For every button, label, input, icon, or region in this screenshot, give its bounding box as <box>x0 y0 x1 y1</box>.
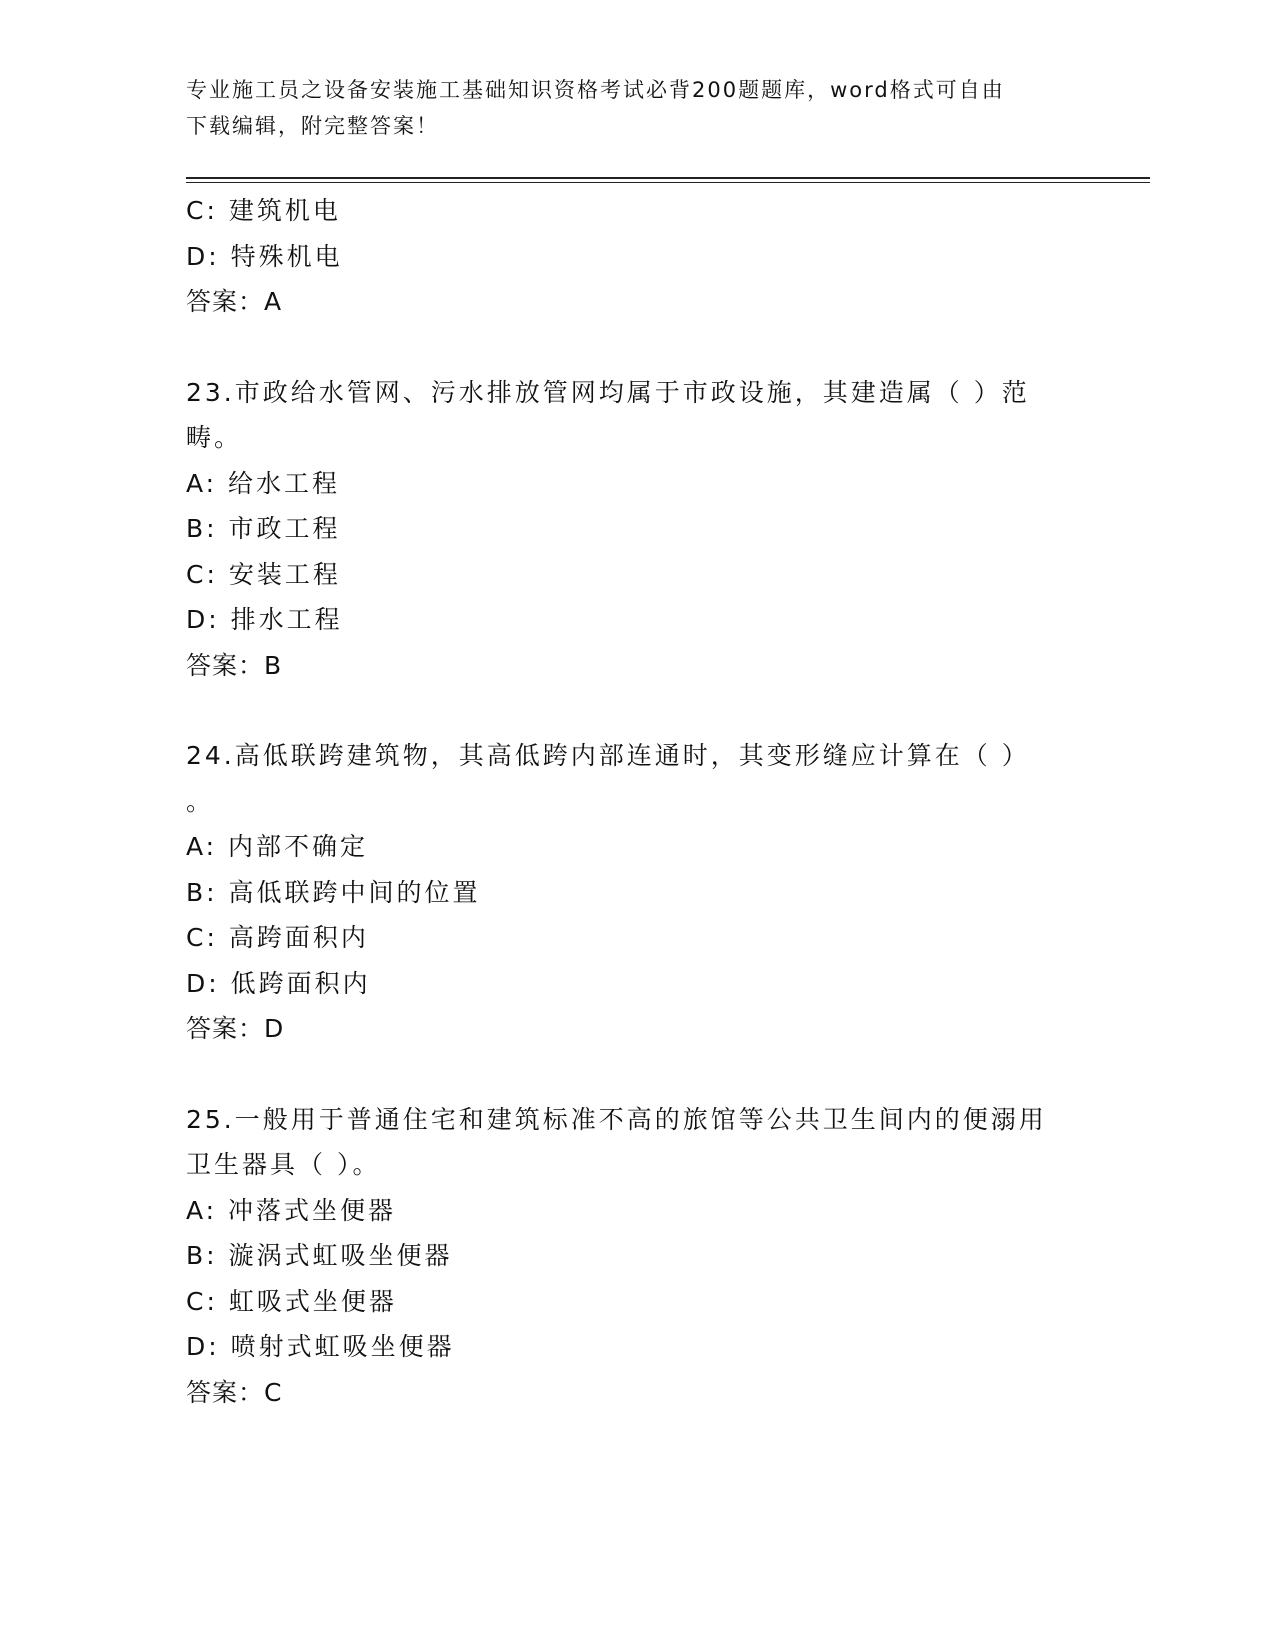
question-text-line-1: 23.市政给水管网、污水排放管网均属于市政设施，其建造属（ ）范 <box>186 377 1030 407</box>
option-a: A: 冲落式坐便器 <box>186 1195 397 1225</box>
option-c: C: 安装工程 <box>186 559 341 589</box>
question-text-line-2: 。 <box>186 786 215 816</box>
option-b: B: 高低联跨中间的位置 <box>186 877 481 907</box>
spacer <box>186 1052 1086 1097</box>
answer-line: 答案：D <box>186 1014 285 1043</box>
option-a: A: 内部不确定 <box>186 832 369 861</box>
spacer <box>186 325 1086 370</box>
header-rule-thick <box>186 177 1150 179</box>
answer-line: 答案：A <box>186 287 283 316</box>
option-b: B: 市政工程 <box>186 514 341 543</box>
question-text-line-1: 24.高低联跨建筑物，其高低跨内部连通时，其变形缝应计算在（ ） <box>186 741 1030 770</box>
option-c: C: 高跨面积内 <box>186 923 369 952</box>
answer-line: 答案：B <box>186 650 283 680</box>
option-d: D: 特殊机电 <box>186 241 343 271</box>
option-c: C: 虹吸式坐便器 <box>186 1286 397 1316</box>
option-d: D: 喷射式虹吸坐便器 <box>186 1332 455 1361</box>
header-line-1: 专业施工员之设备安装施工基础知识资格考试必背200题题库，word格式可自由 <box>186 78 1005 102</box>
spacer <box>186 688 1086 733</box>
question-block-22-continued <box>186 188 1086 325</box>
question-text-line-2: 畴。 <box>186 423 243 452</box>
answer-line: 答案：C <box>186 1377 283 1407</box>
question-text-line-1: 25.一般用于普通住宅和建筑标准不高的旅馆等公共卫生间内的便溺用 <box>186 1104 1047 1134</box>
question-block-25 <box>186 1097 1086 1416</box>
option-d: D: 低跨面积内 <box>186 968 371 998</box>
option-b: B: 漩涡式虹吸坐便器 <box>186 1241 453 1270</box>
question-text-line-2: 卫生器具（ ）。 <box>186 1150 381 1179</box>
option-c: C: 建筑机电 <box>186 196 341 225</box>
question-block-24 <box>186 733 1086 1052</box>
document-header <box>186 72 1066 144</box>
header-line-2: 下载编辑，附完整答案！ <box>186 114 439 138</box>
question-list <box>186 188 1086 1415</box>
question-block-23 <box>186 370 1086 689</box>
option-d: D: 排水工程 <box>186 605 343 634</box>
option-a: A: 给水工程 <box>186 468 341 498</box>
header-rule-thin <box>186 182 1150 183</box>
